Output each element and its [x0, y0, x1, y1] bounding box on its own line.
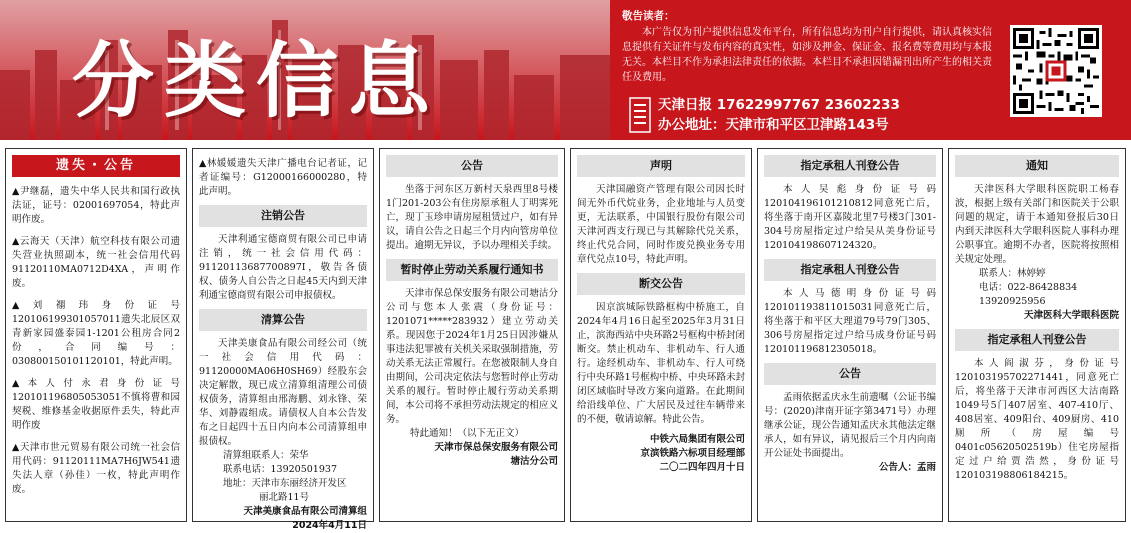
column-statement-closure [570, 148, 752, 522]
signer: 公告人：孟雨 [878, 462, 936, 473]
contact-phone: 电话：022-86428834 13920925956 [979, 282, 1078, 307]
signer: 京滨铁路六标项目经理部 [640, 448, 745, 459]
notice-date: 二〇二四年四月十日 [659, 462, 745, 473]
section-title-road-closure: 断交公告 [577, 273, 745, 295]
section-title-lost-notice: 遗失・公告 [12, 155, 180, 177]
tenant-designation-text: 本人阎淑芬，身份证号120103195702271441，同意死亡后，将坐落于天津市河西区大沽南路1049号5门407居室、407-410厅、408居室、409阳台、409厨房、410厕所（房屋编号0401c05620502519b）住宅房屋指定过户给贾浩然，身份证号120103198806184215。 [955, 358, 1119, 481]
newspaper-logo-icon [628, 96, 652, 134]
column-lost-notices [5, 148, 187, 522]
signer: 天津市保总保安服务有限公司 [434, 442, 558, 453]
section-title-liquidation: 清算公告 [199, 309, 367, 331]
address-line: 地址：天津市东丽经济开发区 [223, 478, 347, 489]
section-title-announcement: 公告 [764, 363, 936, 385]
section-title-cancellation: 注销公告 [199, 205, 367, 227]
section-title-labor-suspension: 暂时停止劳动关系履行通知书 [386, 259, 558, 281]
tenant-designation-text: 本人马德明身份证号码120101193811015031同意死亡后，将坐落于和平区大理道79号79门305、306号房屋指定过户给马成身份证号码120101196812305018。 [764, 288, 936, 355]
notice-heading: 敬告读者： [622, 10, 675, 22]
signer: 天津医科大学眼科医院 [1023, 310, 1119, 321]
reader-notice [622, 8, 992, 85]
qr-code-icon [1010, 25, 1102, 117]
contact-address-line: 办公地址：天津市和平区卫津路143号 [658, 117, 889, 133]
header-banner [0, 0, 1131, 140]
statement-text: 天津国融资产管理有限公司因长时间无外币代烷业务，企业地址与人员变更，无法联系，中国银行股份有限公司天津河西支行现已与其解除代兑关系，终止代兑合同，同时作废兑换业务专用章代兑点10号，特此声明。 [577, 184, 745, 265]
section-title-tenant-designation: 指定承租人刊登公告 [955, 329, 1119, 351]
labor-suspension-text: 天津市保总保安服务有限公司塘沽分公司与您本人张震（身份证号：1201071*****283932）建立劳动关系。现因您于2024年1月25日因涉嫌从事违法犯罪被有关机关采取强制措施，劳动关系无法正常履行。在您被限制人身自由期间，公司决定依法与您暂时停止劳动关系的履行。暂时停止履行劳动关系期间，本公司将不承担劳动法规定的相应义务。 [386, 288, 558, 425]
address-line: 丽北路11号 [259, 492, 310, 503]
list-item: ▲天津市世元贸易有限公司统一社会信用代码：91120111MA7H6JW541遗失法人章（孙佳）一枚，特此声明作废。 [12, 442, 180, 495]
list-item: ▲尹继磊，遗失中华人民共和国行政执法证，证号：02001697054，特此声明作废。 [12, 186, 180, 225]
contact-info [658, 95, 900, 135]
signer: 中铁六局集团有限公司 [649, 434, 745, 445]
tenant-designation-text: 本人吴彪身份证号码120104196101210812同意死亡后，将坐落于南开区嘉陵北里7号楼3门301-304号房屋指定过户给吴从美身份证号120104198607124320。 [764, 184, 936, 251]
contact-person: 清算组联系人：荣华 [223, 450, 309, 461]
section-title-notice: 通知 [955, 155, 1119, 177]
contact-phone-line: 天津日报 17622997767 23602233 [658, 97, 900, 113]
notice-ending: 特此通知！（以下无正文） [410, 428, 525, 439]
notice-text: 本广告仅为刊户提供信息发布平台，所有信息均为刊户自行提供，请认真核实信息提供有关证件与发布内容的真实性，如涉及押金、保证金、报名费等费用均与本报无关。本栏目不作为承担法律责任的依据。本栏目不承担因错漏刊出所产生的相关责任及费用。 [622, 27, 992, 83]
hospital-notice-text: 天津医科大学眼科医院职工杨春波，根据上级有关部门和医院关于公职问题的规定，请于本通知登报后30日内到天津医科大学眼科医院人事科办理公职事宜。逾期不办者，医院将按照相关规定处理。 [955, 184, 1119, 265]
page-title: 分类信息 [72, 34, 441, 129]
section-title-announcement: 公告 [386, 155, 558, 177]
notice-date: 2024年4月11日 [292, 520, 367, 531]
column-tenant-designation [757, 148, 943, 522]
cancellation-notice-text: 天津利通宝德商贸有限公司已申请注销，统一社会信用代码：91120113687700897I，敬告各债权、债务人自公告之日起45天内到天津利通宝德商贸有限公司申报债权。 [199, 234, 367, 301]
column-cancellation-liquidation [192, 148, 374, 531]
housing-notice-text: 坐落于河东区万新村天泉西里8号楼1门201-203公有住房原承租人丁明霁死亡，现丁玉珍申请房屋租赁过户，如有异议，请自公告之日起三个月内向管房单位提出。逾期无异议，予以办理相关手续。 [386, 184, 558, 251]
list-item: ▲刘禤玮身份证号120106199301057011遗失北辰区双青新家园盛泰园1-1201公租房合同2份，合同编号：030800150101120101，特此声明。 [12, 300, 180, 367]
section-title-tenant-designation: 指定承租人刊登公告 [764, 155, 936, 177]
list-item: ▲林媛媛遗失天津广播电台记者证，记者证编号：G12000166000280，特此声明。 [199, 158, 367, 197]
contact-person: 联系人：林婷婷 [979, 268, 1046, 279]
liquidation-notice-text: 天津美康食品有限公司经公司（统一社会信用代码：91120000MA06H0SH69）经股东会决定解散，现已成立清算组清理公司债权债务，清算组由邢海鹏、刘永锋、荣华、刘静霞组成。请债权人自本公告发布之日起四十五日内向本公司清算组申报债权。 [199, 338, 367, 447]
column-notice-tenant [948, 148, 1126, 522]
section-title-tenant-designation: 指定承租人刊登公告 [764, 259, 936, 281]
list-item: ▲云海天（天津）航空科技有限公司遗失营业执照副本，统一社会信用代码91120110MA0712D4XA，声明作废。 [12, 236, 180, 289]
inheritance-notice-text: 孟雨依据孟庆永生前遗嘱（公证书编号：(2020)津南开证字第3471号）办理继承公证，现公告通知孟庆永其他法定继承人，如有异议，请见报后三个月内向南开公证处书面提出。 [764, 392, 936, 459]
column-announcements [379, 148, 565, 522]
list-item: ▲本人付永君身份证号120101196805053051不慎将曹和园契税、维修基金收据原件丢失，特此声明作废 [12, 378, 180, 431]
section-title-statement: 声明 [577, 155, 745, 177]
road-closure-text: 因京滨城际铁路框构中桥施工，自2024年4月16日起至2025年3月31日止，滨海西站中央环路2号框构中桥封闭断交。禁止机动车、非机动车、行人通行。途经机动车、非机动车、行人可绕行中央环路1号框构中桥、中央环路未封闭区域临时导改方案向道路。在此期间给沿线单位、广大居民及过往车辆带来的不便，敬请谅解。特此公告。 [577, 302, 745, 425]
signer: 天津美康食品有限公司清算组 [243, 506, 367, 517]
contact-phone: 联系电话：13920501937 [223, 464, 337, 475]
signer: 塘沽分公司 [510, 456, 558, 467]
